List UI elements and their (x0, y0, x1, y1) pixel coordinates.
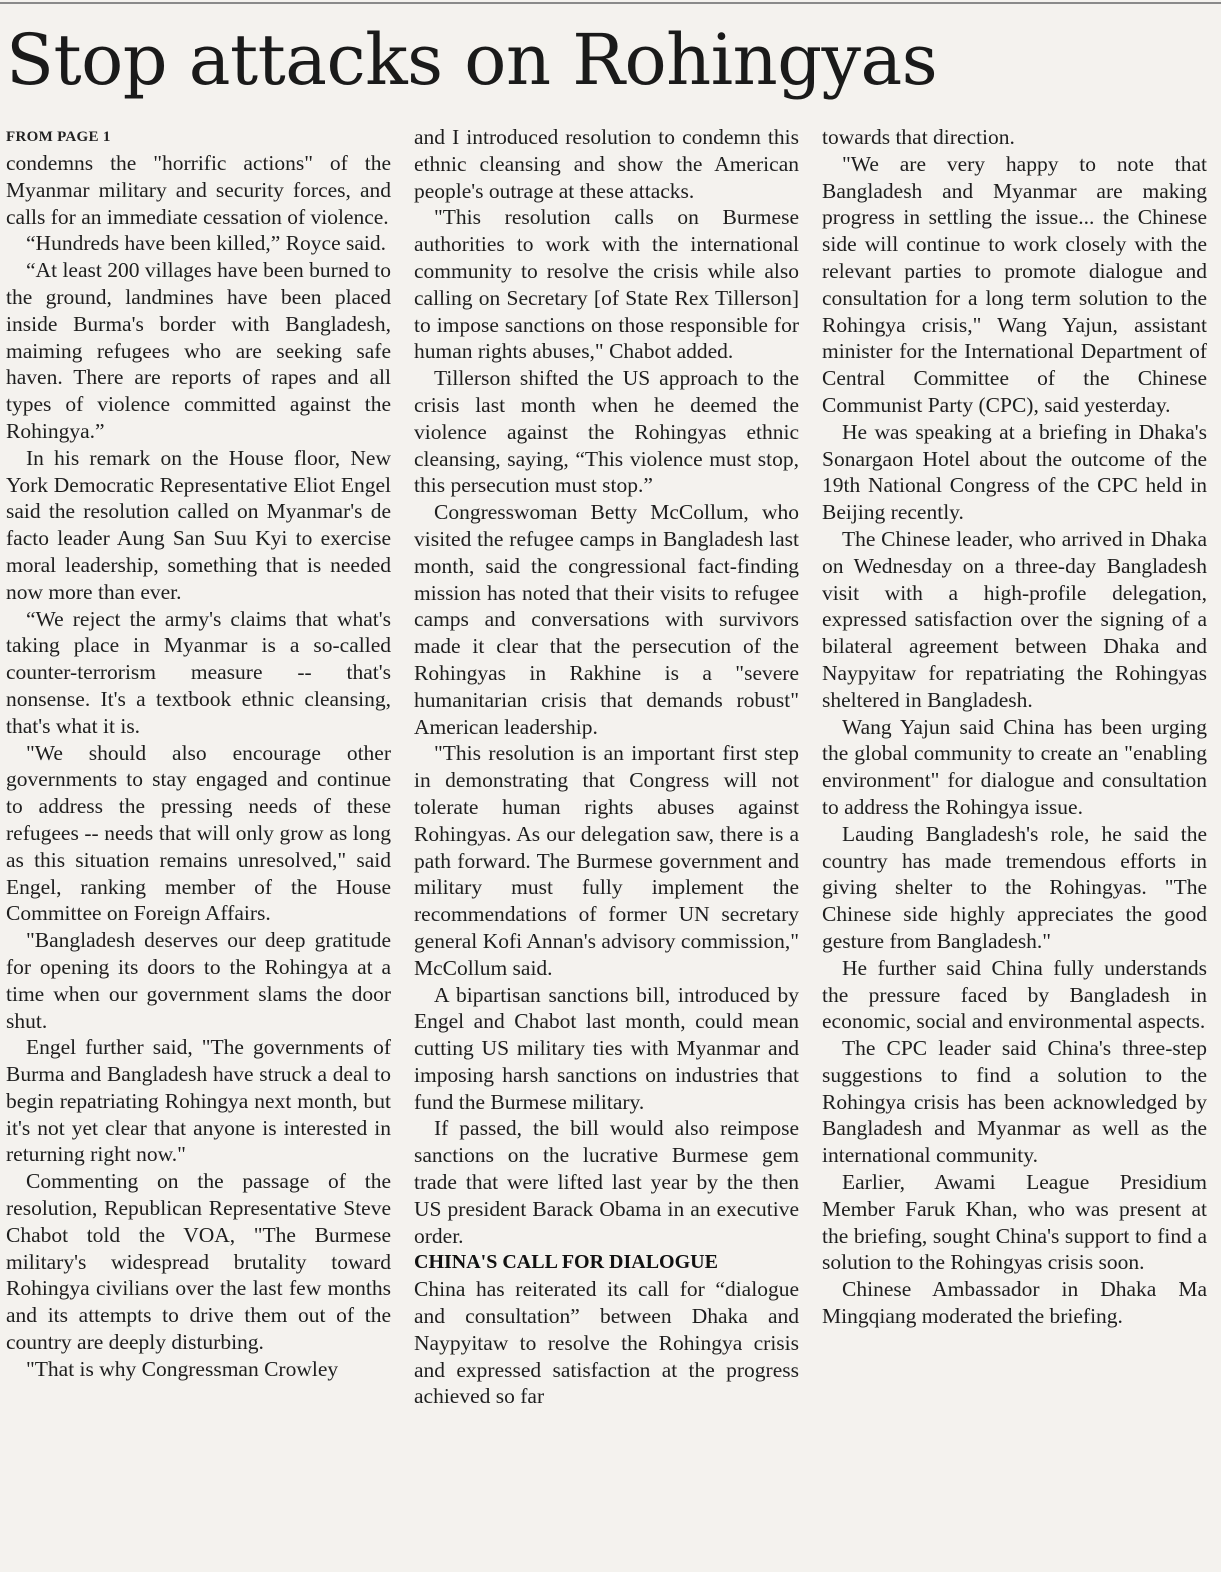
article-paragraph: Earlier, Awami League Presidium Member Faruk Khan, who was present at the briefing, sought China's support to find a solution to the Rohingyas crisis soon. (822, 1170, 1207, 1275)
article-paragraph: Engel further said, "The governments of Burma and Bangladesh have struck a deal to begin repatriating Rohingya next month, but it's not yet clear that anyone is interested in returning right now." (6, 1035, 391, 1167)
article-paragraph: “Hundreds have been killed,” Royce said. (26, 231, 386, 256)
article-paragraph: Congresswoman Betty McCollum, who visited the refugee camps in Bangladesh last month, said the congressional fact-finding mission has noted that their visits to refugee camps and conversations with survivors made it clear that the persecution of the Rohingyas in Rakhine is a "severe humanitarian crisis that demands robust" American leadership. (414, 500, 799, 739)
article-paragraph: "Bangladesh deserves our deep gratitude for opening its doors to the Rohingya at a time when our government slams the door shut. (6, 928, 391, 1033)
article-paragraph: The CPC leader said China's three-step suggestions to find a solution to the Rohingya crisis has been acknowledged by Bangladesh and Myanmar as well as the international community. (822, 1036, 1207, 1168)
article-paragraph: The Chinese leader, who arrived in Dhaka on Wednesday on a three-day Bangladesh visit with a high-profile delegation, expressed satisfaction over the signing of a bilateral agreement between Dhaka and Naypyitaw for repatriating the Rohingyas sheltered in Bangladesh. (822, 526, 1207, 712)
article-column-2 (414, 124, 799, 1572)
article-column-1 (6, 124, 391, 1572)
article-paragraph: A bipartisan sanctions bill, introduced by Engel and Chabot last month, could mean cutting US military ties with Myanmar and imposing harsh sanctions on industries that fund the Burmese military. (414, 982, 799, 1114)
article-paragraph: “We reject the army's claims that what's taking place in Myanmar is a so-called counter-terrorism measure -- that's nonsense. It's a textbook ethnic cleansing, that's what it is. (6, 606, 391, 738)
article-paragraph: Chinese Ambassador in Dhaka Ma Mingqiang moderated the briefing. (822, 1277, 1207, 1329)
article-paragraph: condemns the "horrific actions" of the Myanmar military and security forces, and calls for an immediate cessation of violence. (6, 151, 391, 229)
article-paragraph: "We are very happy to note that Bangladesh and Myanmar are making progress in settling the issue... the Chinese side will continue to work closely with the relevant parties to promote dialogue and consultation for a long term solution to the Rohingya crisis," Wang Yajun, assistant minister for the International Department of Central Committee of the Chinese Communist Party (CPC), said yesterday. (822, 151, 1207, 417)
article-paragraph: "This resolution is an important first step in demonstrating that Congress will not tolerate human rights abuses against Rohingyas. As our delegation saw, there is a path forward. The Burmese government and military must fully implement the recommendations of former UN secretary general Kofi Annan's advisory commission," McCollum said. (414, 741, 799, 980)
article-paragraph: "We should also encourage other governments to stay engaged and continue to address the pressing needs of these refugees -- needs that will only grow as long as this situation remains unresolved," said Engel, ranking member of the House Committee on Foreign Affairs. (6, 740, 391, 926)
article-paragraph: Lauding Bangladesh's role, he said the country has made tremendous efforts in giving shelter to the Rohingyas. "The Chinese side highly appreciates the good gesture from Bangladesh." (822, 821, 1207, 953)
article-paragraph: He was speaking at a briefing in Dhaka's Sonargaon Hotel about the outcome of the 19th National Congress of the CPC held in Beijing recently. (822, 419, 1207, 525)
from-page-kicker: FROM PAGE 1 (6, 129, 111, 145)
article-paragraph: and I introduced resolution to condemn this ethnic cleansing and show the American people's outrage at these attacks. (414, 125, 799, 203)
article-paragraph: In his remark on the House floor, New York Democratic Representative Eliot Engel said the resolution called on Myanmar's de facto leader Aung San Suu Kyi to exercise moral leadership, something that is needed now more than ever. (6, 445, 391, 604)
article-paragraph: towards that direction. (822, 125, 1015, 149)
article-paragraph: "This resolution calls on Burmese authorities to work with the international community to resolve the crisis while also calling on Secretary [of State Rex Tillerson] to impose sanctions on those responsible for human rights abuses," Chabot added. (414, 205, 799, 364)
article-column-3 (822, 124, 1207, 1572)
article-paragraph: He further said China fully understands the pressure faced by Bangladesh in economic, social and environmental aspects. (822, 955, 1207, 1034)
article-paragraph: Wang Yajun said China has been urging the global community to create an "enabling environment" for dialogue and consultation to address the Rohingya issue. (822, 714, 1207, 819)
article-paragraph: “At least 200 villages have been burned to the ground, landmines have been placed inside Burma's border with Bangladesh, maiming refugees who are seeking safe haven. There are reports of rapes and all types of violence committed against the Rohingya.” (6, 258, 391, 443)
headline: Stop attacks on Rohingyas (6, 19, 938, 101)
article-paragraph: China has reiterated its call for “dialogue and consultation” between Dhaka and Naypyitaw to resolve the Rohingya crisis and expressed satisfaction at the progress achieved so far (414, 1277, 799, 1409)
article-paragraph: Commenting on the passage of the resolution, Republican Representative Steve Chabot told the VOA, "The Burmese military's widespread brutality toward Rohingya civilians over the last few months and its attempts to drive them out of the country are deeply disturbing. (6, 1169, 391, 1355)
article-paragraph: "That is why Congressman Crowley (26, 1356, 339, 1381)
article-paragraph: If passed, the bill would also reimpose sanctions on the lucrative Burmese gem trade that were lifted last year by the then US president Barack Obama in an executive order. (414, 1116, 799, 1248)
section-subhead: CHINA'S CALL FOR DIALOGUE (414, 1251, 718, 1274)
top-rule (0, 2, 1221, 4)
article-paragraph: Tillerson shifted the US approach to the crisis last month when he deemed the violence against the Rohingyas ethnic cleansing, saying, “This violence must stop, this persecution must stop.” (414, 366, 799, 498)
